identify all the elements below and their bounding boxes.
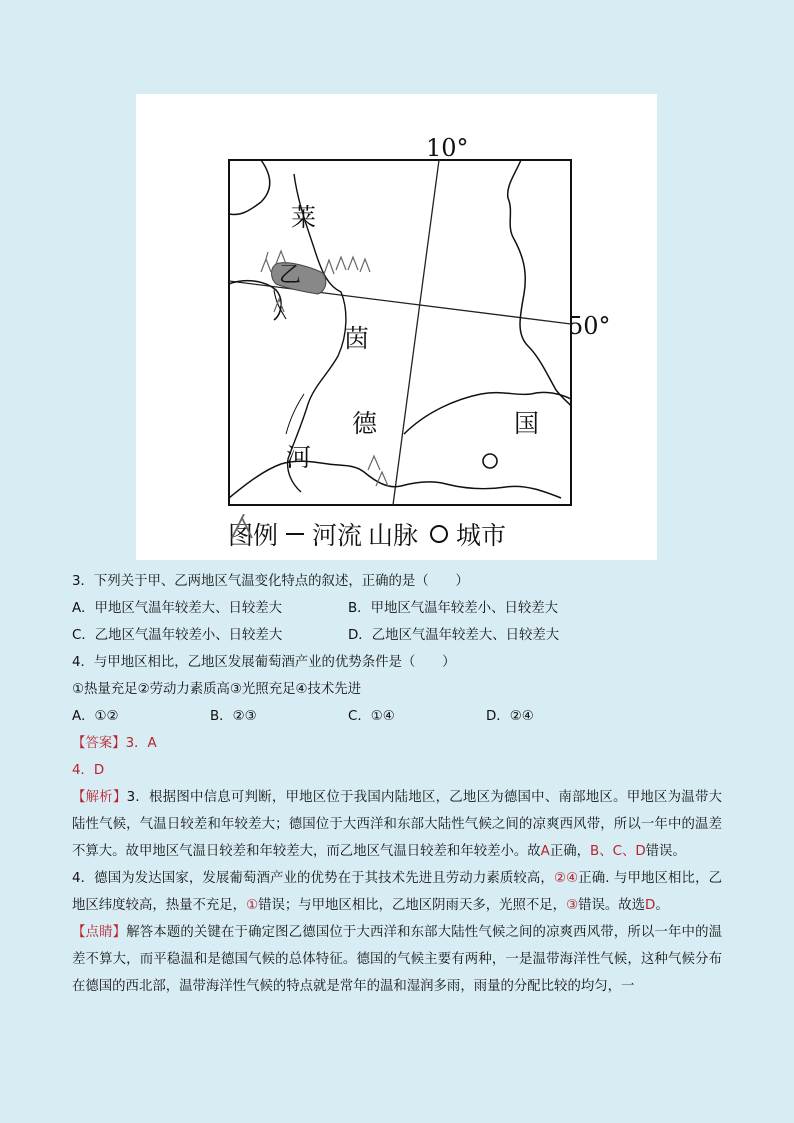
map-figure (136, 94, 657, 560)
analysis-text-2: 4．德国为发达国家，发展葡萄酒产业的优势在于其技术先进且劳动力素质较高， (72, 871, 554, 886)
map-legend (228, 514, 506, 554)
answer-line-1 (72, 730, 722, 757)
rhine-bank (286, 394, 304, 434)
analysis-paragraph-1 (72, 784, 722, 865)
analysis-answer-bcd: B、C、D (590, 844, 646, 859)
river-char-2: 茵 (344, 324, 370, 353)
legend-city: 城市 (456, 521, 507, 550)
analysis-mark-3: ③ (566, 898, 579, 913)
city-symbol (483, 454, 497, 468)
q4-option-c: C．①④ (348, 709, 395, 724)
mountain-icon (228, 514, 258, 540)
q4-option-b: B．②③ (210, 709, 257, 724)
answer-4: 4．D (72, 763, 105, 778)
q3-option-d: D．乙地区气温年较差大、日较差大 (348, 628, 560, 643)
legend-title: 图例 (228, 521, 279, 550)
q3-options-row-2 (72, 622, 722, 649)
q4-options-row (72, 703, 722, 730)
longitude-label: 10° (426, 134, 469, 162)
border-czech (404, 392, 571, 434)
border-west (229, 160, 270, 215)
q4-stem: 4．与甲地区相比，乙地区发展葡萄酒产业的优势条件是（ ） (72, 655, 456, 670)
q4-conditions: ①热量充足②劳动力素质高③光照充足④技术先进 (72, 682, 362, 697)
border-east (508, 160, 571, 406)
analysis-answer-a: A (540, 844, 550, 859)
q4-option-d: D．②④ (486, 709, 534, 724)
answer-tag: 【答案】 (72, 736, 126, 751)
analysis-text-1-mid: 正确， (549, 844, 591, 859)
q3-options-row-1 (72, 595, 722, 622)
tributary (274, 290, 286, 319)
comment-paragraph (72, 919, 722, 1000)
analysis-text-2-end: 。 (655, 898, 669, 913)
analysis-answer-d: D (645, 898, 656, 913)
latitude-label: 50° (568, 312, 611, 340)
analysis-mark-2: ① (246, 898, 259, 913)
region-yi-label: 乙 (279, 263, 302, 288)
longitude-line (393, 160, 439, 505)
q3-option-a: A．甲地区气温年较差大、日较差大 (72, 601, 283, 616)
answer-3: 3．A (125, 736, 157, 751)
analysis-text-2-mid2: 错误；与甲地区相比，乙地区阴雨天多，光照不足， (258, 898, 567, 913)
q3-option-c: C．乙地区气温年较差小、日较差大 (72, 628, 283, 643)
q3-option-b: B．甲地区气温年较差小、日较差大 (348, 601, 559, 616)
river-line-icon (286, 533, 304, 535)
country-char-1: 德 (352, 409, 378, 438)
analysis-text-1-end: 错误。 (645, 844, 686, 859)
germany-map (136, 94, 657, 560)
comment-text: 解答本题的关键在于确定图乙德国位于大西洋和东部大陆性气候之间的凉爽西风带，所以一年中的温差不算大，而平稳温和是德国气候的总体特征。德国的气候主要有两种，一是温带海洋性气候，这种气候分布在德国的西北部，温带海洋性气候的特点就是常年的温和湿润多雨，雨量的分配比较的均匀，一 (72, 925, 723, 994)
analysis-paragraph-2 (72, 865, 722, 919)
analysis-text-2-mid1: 正确. 与甲地区相比，乙地区纬度较高，热量不充足， (72, 871, 722, 913)
question-content (72, 568, 722, 1000)
q4-option-a: A．①② (72, 709, 119, 724)
river-char-3: 河 (286, 443, 312, 472)
comment-tag: 【点睛】 (72, 925, 127, 940)
analysis-tag: 【解析】 (72, 790, 127, 805)
analysis-text-1: 3．根据图中信息可判断，甲地区位于我国内陆地区，乙地区为德国中、南部地区。甲地区为温带大陆性气候，气温日较差和年较差大；德国位于大西洋和东部大陆性气候之间的凉爽西风带，所以一年中的温差不算大。故甲地区气温日较差和年较差大，而乙地区气温日较差和年较差小。故 (72, 790, 722, 859)
analysis-text-2-mid3: 错误。故选 (578, 898, 646, 913)
legend-mountain: 山脉 (368, 521, 419, 550)
city-circle-icon (430, 525, 448, 543)
river-char-1: 莱 (291, 203, 317, 232)
analysis-mark-1: ②④ (553, 871, 579, 886)
legend-river: 河流 (312, 521, 363, 550)
country-char-2: 国 (514, 409, 540, 438)
q3-stem: 3．下列关于甲、乙两地区气温变化特点的叙述，正确的是（ ） (72, 574, 469, 589)
